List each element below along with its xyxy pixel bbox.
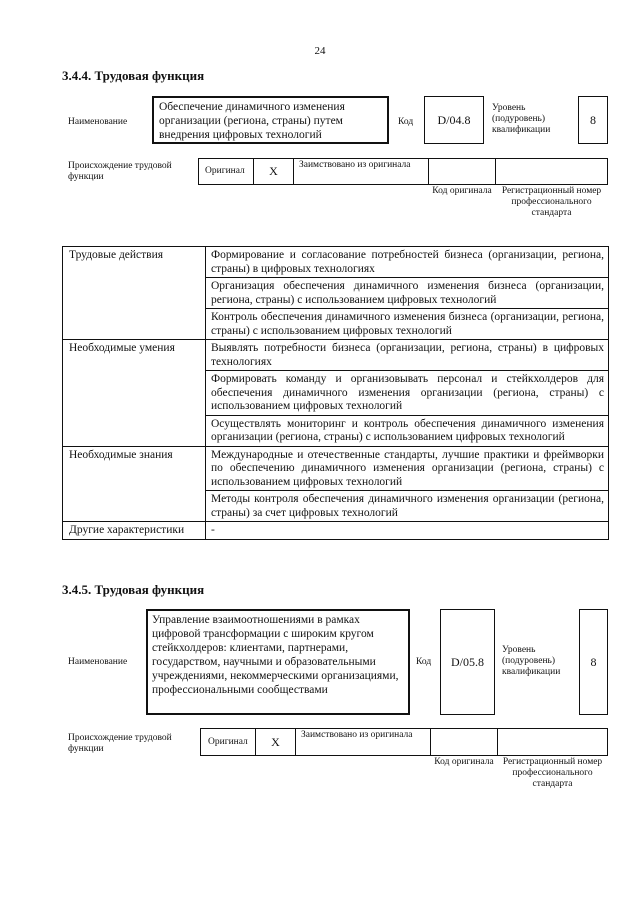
origin-label: Происхождение трудовой функции	[68, 161, 172, 182]
table-cell: Контроль обеспечения динамичного изменения бизнеса (организации, региона, страны) с использованием цифровых технологий	[206, 309, 609, 340]
original-mark: X	[253, 158, 294, 185]
borrowed-label: Заимствовано из оригинала	[295, 728, 431, 756]
function-name-box	[152, 96, 389, 144]
table-row	[63, 340, 609, 371]
section-heading: 3.4.4. Трудовая функция	[62, 68, 205, 83]
code-value: D/05.8	[440, 609, 495, 715]
page-number: 24	[314, 45, 326, 57]
code-label: Код	[398, 117, 414, 127]
table-row	[63, 446, 609, 491]
reg-number-caption: Регистрационный номер профессионального стандарта	[502, 757, 603, 789]
original-label: Оригинал	[198, 158, 254, 185]
original-label: Оригинал	[200, 728, 256, 756]
table-row	[63, 247, 609, 278]
table-cell: Формировать команду и организовывать персонал и стейкхолдеров для обеспечения динамичного изменения организации (региона, страны) с использованием цифровых технологий	[206, 371, 609, 416]
origin-label: Происхождение трудовой функции	[68, 733, 172, 754]
function-name-box	[146, 609, 410, 715]
table-cell: Международные и отечественные стандарты, лучшие практики и фреймворки по обеспечению динамичного изменения организации (региона, страны) с использованием цифровых технологий	[206, 446, 609, 491]
table-cell: -	[206, 522, 609, 540]
reg-number-cell	[495, 158, 608, 185]
original-mark: X	[255, 728, 296, 756]
level-value: 8	[579, 609, 608, 715]
table-cell: Организация обеспечения динамичного изменения бизнеса (организации, региона, страны) с использованием цифровых технологий	[206, 278, 609, 309]
origin-code-cell	[430, 728, 498, 756]
reg-number-cell	[497, 728, 608, 756]
borrowed-label: Заимствовано из оригинала	[293, 158, 429, 185]
table-cell: Формирование и согласование потребностей бизнеса (организации, региона, страны) в цифровых технологиях	[206, 247, 609, 278]
row-label: Другие характеристики	[63, 522, 206, 540]
table-cell: Осуществлять мониторинг и контроль обеспечения динамичного изменения организации (региона, страны) с использованием цифровых технологий	[206, 415, 609, 446]
function-details-table	[62, 246, 609, 540]
table-cell: Методы контроля обеспечения динамичного изменения организации (региона, страны) за счет цифровых технологий	[206, 491, 609, 522]
function-name: Обеспечение динамичного изменения организации (региона, страны) путем внедрения цифровых технологий	[159, 101, 345, 141]
table-cell: Выявлять потребности бизнеса (организации, региона, страны) в цифровых технологиях	[206, 340, 609, 371]
function-name: Управление взаимоотношениями в рамках цифровой трансформации с широким кругом стейкхолдеров: клиентами, партнерами, государством, научными и образовательными учреждениями, некоммерческими организациями, профессиональными сообществами	[152, 614, 399, 696]
section-heading: 3.4.5. Трудовая функция	[62, 582, 205, 597]
row-label: Трудовые действия	[63, 247, 206, 340]
name-label: Наименование	[68, 657, 128, 667]
row-label: Необходимые знания	[63, 446, 206, 522]
reg-number-caption: Регистрационный номер профессионального стандарта	[501, 186, 602, 218]
level-label: Уровень (подуровень) квалификации	[502, 645, 561, 677]
name-label: Наименование	[68, 117, 128, 127]
origin-code-cell	[428, 158, 496, 185]
code-label: Код	[416, 657, 432, 667]
row-label: Необходимые умения	[63, 340, 206, 447]
origin-code-caption: Код оригинала	[434, 757, 494, 767]
origin-code-caption: Код оригинала	[432, 186, 492, 196]
table-row	[63, 522, 609, 540]
level-value: 8	[578, 96, 608, 144]
level-label: Уровень (подуровень) квалификации	[492, 103, 551, 135]
code-value: D/04.8	[424, 96, 484, 144]
